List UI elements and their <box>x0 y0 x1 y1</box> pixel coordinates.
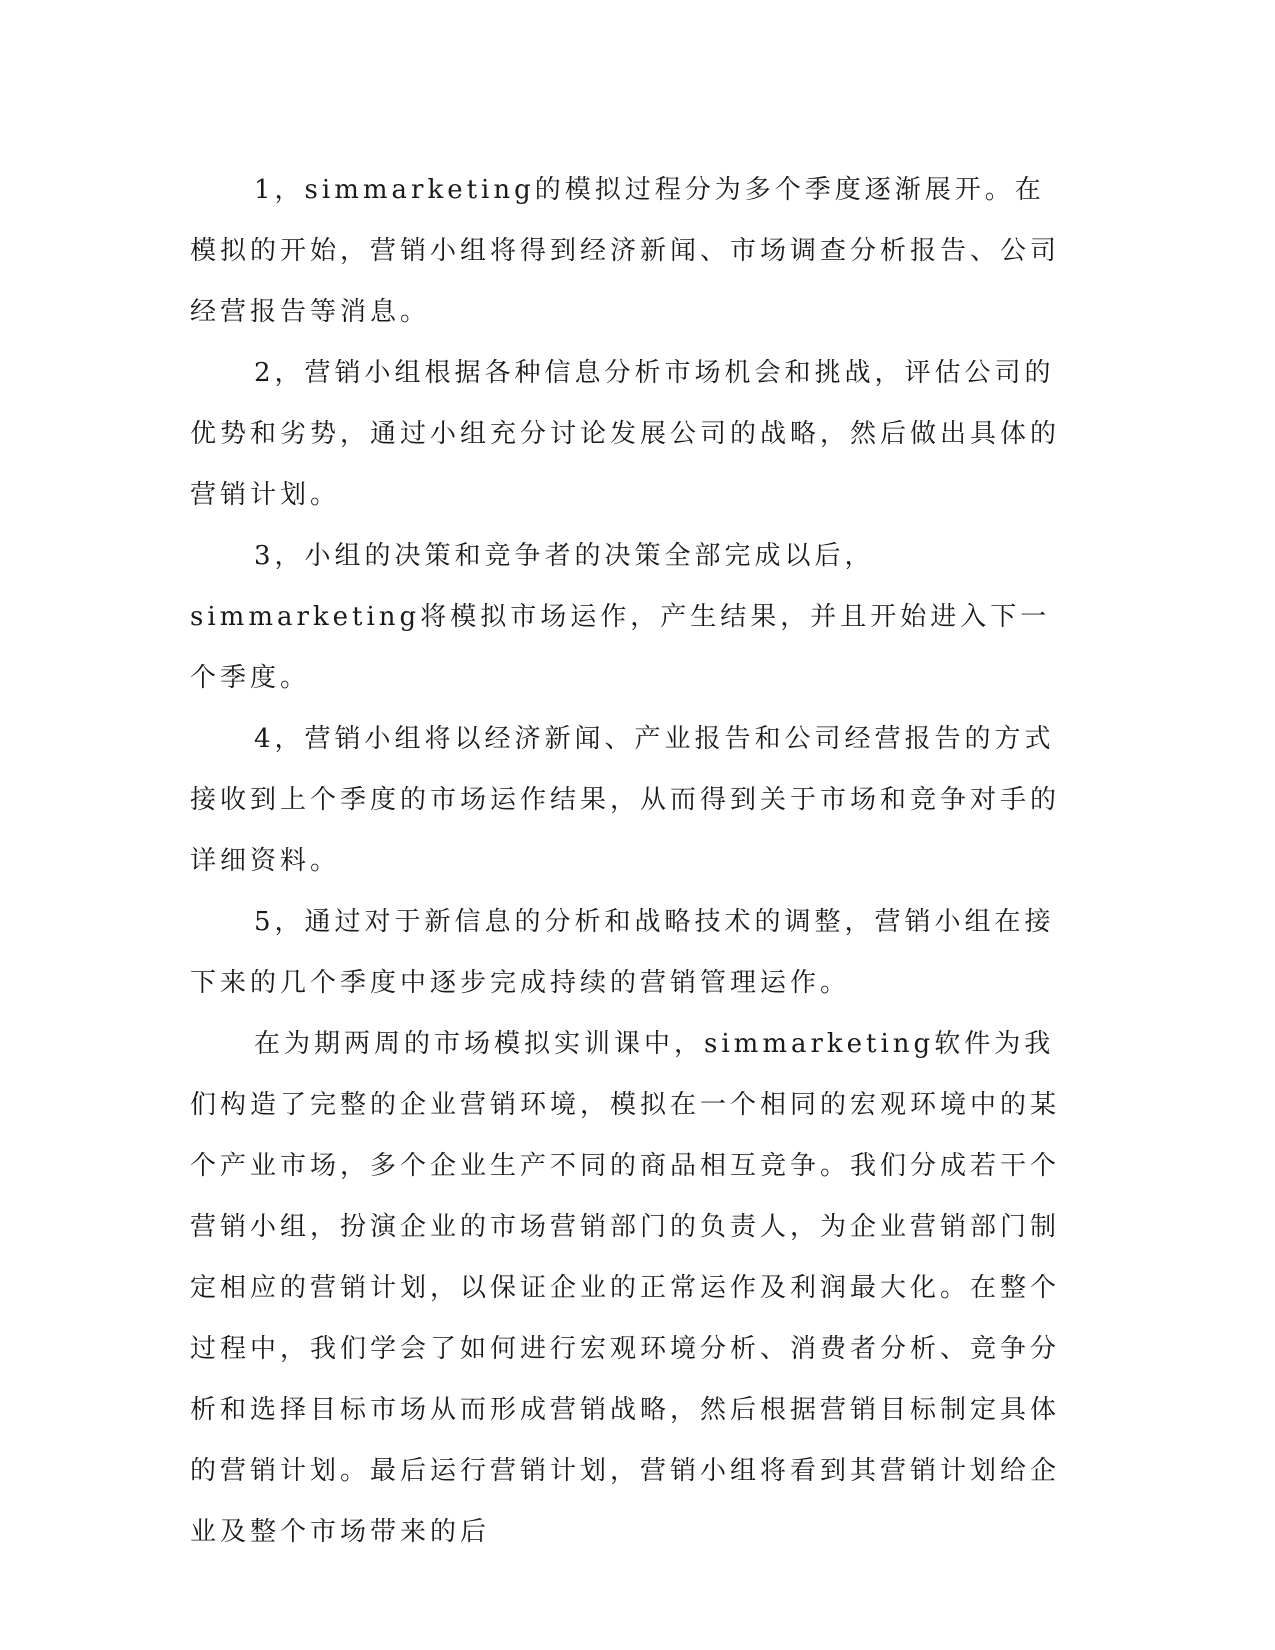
paragraph-step-3: 3，小组的决策和竞争者的决策全部完成以后，simmarketing将模拟市场运作，产生结果，并且开始进入下一个季度。 <box>190 541 1051 693</box>
paragraph-step-2: 2，营销小组根据各种信息分析市场机会和挑战，评估公司的优势和劣势，通过小组充分讨论发展公司的战略，然后做出具体的营销计划。 <box>190 358 1061 510</box>
paragraph-step-1: 1，simmarketing的模拟过程分为多个季度逐渐展开。在模拟的开始，营销小组将得到经济新闻、市场调查分析报告、公司经营报告等消息。 <box>190 175 1061 327</box>
paragraph-step-4: 4，营销小组将以经济新闻、产业报告和公司经营报告的方式接收到上个季度的市场运作结果，从而得到关于市场和竞争对手的详细资料。 <box>190 724 1061 876</box>
paragraph-step-5: 5，通过对于新信息的分析和战略技术的调整，营销小组在接下来的几个季度中逐步完成持续的营销管理运作。 <box>190 907 1055 998</box>
paragraph-summary: 在为期两周的市场模拟实训课中，simmarketing软件为我们构造了完整的企业营销环境，模拟在一个相同的宏观环境中的某个产业市场，多个企业生产不同的商品相互竞争。我们分成若干个营销小组，扮演企业的市场营销部门的负责人，为企业营销部门制定相应的营销计划，以保证企业的正常运作及利润最大化。在整个过程中，我们学会了如何进行宏观环境分析、消费者分析、竞争分析和选择目标市场从而形成营销战略，然后根据营销目标制定具体的营销计划。最后运行营销计划，营销小组将看到其营销计划给企业及整个市场带来的后 <box>190 1029 1061 1547</box>
document-body <box>190 160 1060 1563</box>
